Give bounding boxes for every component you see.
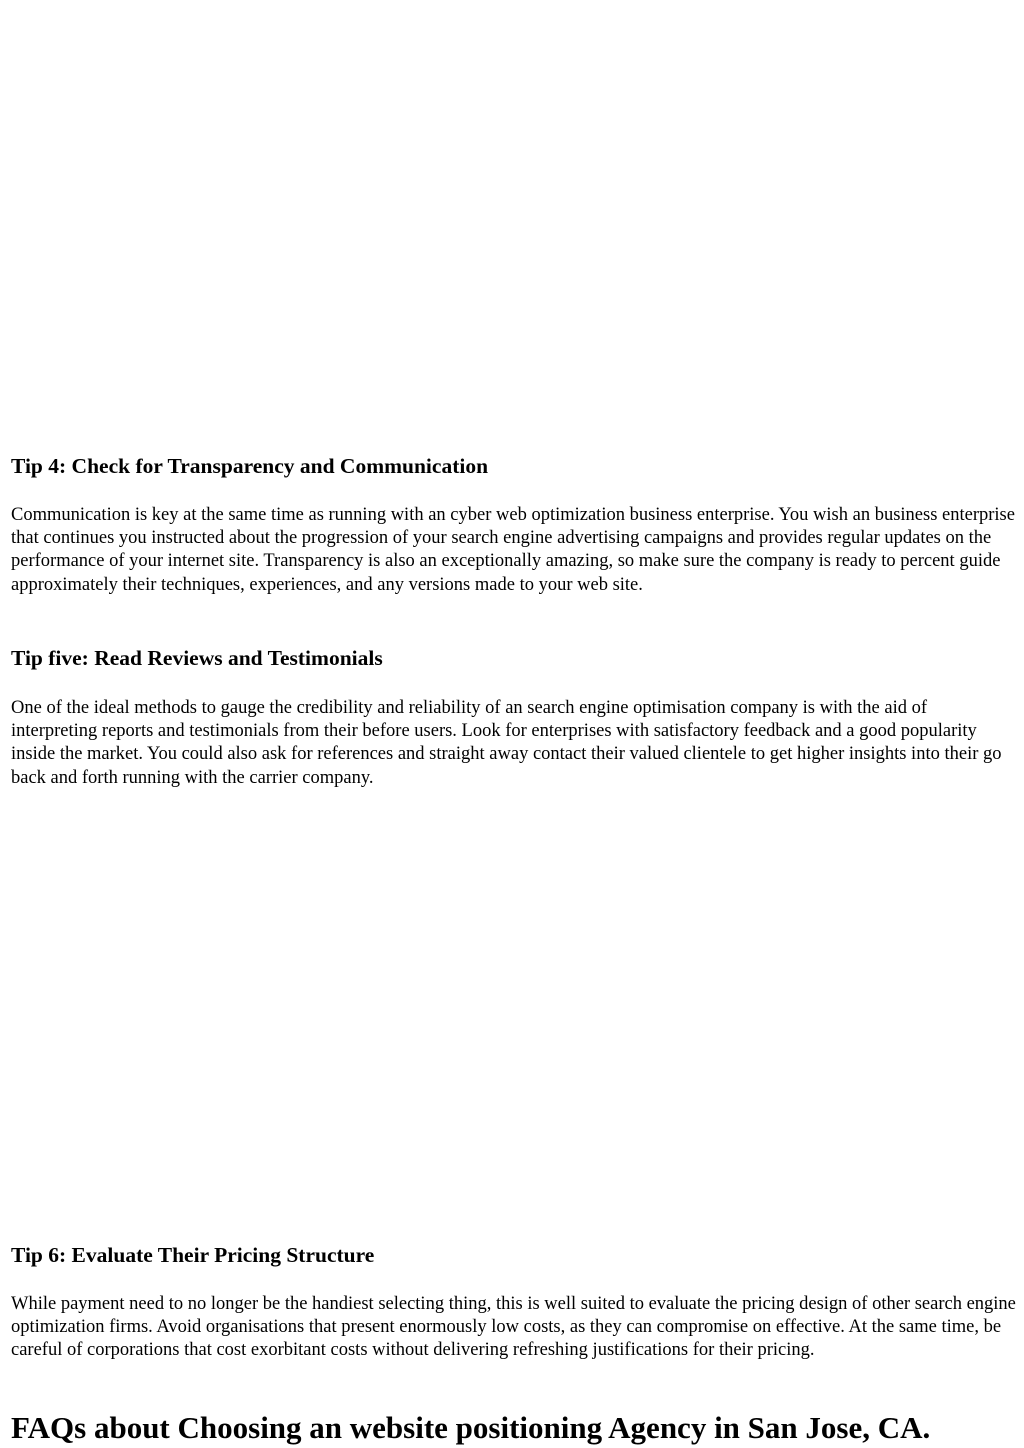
tip-6-paragraph: While payment need to no longer be the handiest selecting thing, this is well suited to evaluate the pricing design of other search engine optimization firms. Avoid organisations that present enormously low costs, as they can compromise on effective. At the same time, be careful of corporations that cost exorbitant costs without delivering refreshing justifications for their pricing. <box>11 1294 1016 1361</box>
tip-4-paragraph: Communication is key at the same time as running with an cyber web optimization business enterprise. You wish an business enterprise that continues you instructed about the progression of your search engine advertising campaigns and provides regular updates on the performance of your internet site. Transparency is also an exceptionally amazing, so make sure the company is ready to percent guide approximately their techniques, experiences, and any versions made to your web site. <box>11 505 1015 595</box>
tip-5-heading: Tip five: Read Reviews and Testimonials <box>11 646 383 670</box>
faq-section-heading: FAQs about Choosing an website positioning Agency in San Jose, CA. <box>11 1410 931 1445</box>
tip-4-heading: Tip 4: Check for Transparency and Communication <box>11 454 489 478</box>
tip-5-paragraph: One of the ideal methods to gauge the credibility and reliability of an search engine optimisation company is with the aid of interpreting reports and testimonials from their before users. Look for enterprises with satisfactory feedback and a good popularity inside the market. You could also ask for references and straight away contact their valued clientele to get higher insights into their go back and forth running with the carrier company. <box>11 698 1002 788</box>
tip-6-heading: Tip 6: Evaluate Their Pricing Structure <box>11 1243 375 1267</box>
